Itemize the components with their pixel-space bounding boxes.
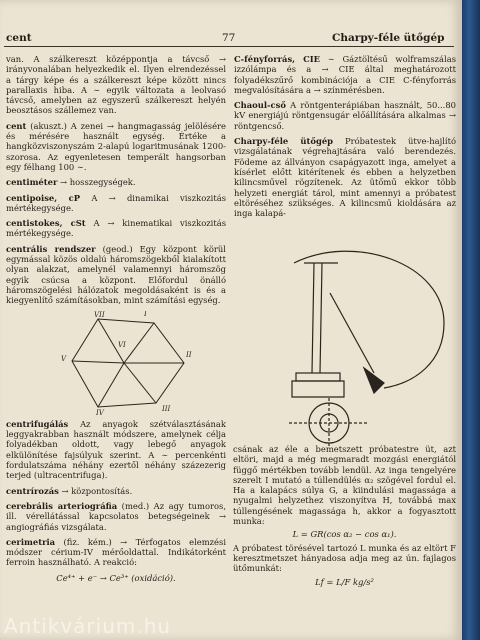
header-rule xyxy=(4,46,454,47)
entry-text: (med.) Az agy tumoros, ill. vérellátással kapcsolatos betegségeinek → angiográfiás vizsgálata. xyxy=(6,500,226,532)
entry-headword: cerimetria xyxy=(6,536,56,547)
dictionary-entry xyxy=(6,244,226,306)
dictionary-entry xyxy=(234,54,456,95)
entry-headword: cent xyxy=(6,120,27,131)
entry-headword: centrifugálás xyxy=(6,418,69,429)
header-left-word: cent xyxy=(6,32,32,44)
entry-headword: cerebrális arteriográfia xyxy=(6,500,118,511)
dictionary-entry xyxy=(6,193,226,214)
dictionary-entry xyxy=(234,100,456,131)
tail-paragraph: csának az éle a bemetszett próbatestre üt, azt eltöri, majd a még megmaradt mozgási energiától függő mértékben tovább lendül. Az inga tengelyére szerelt I mutató a túllendülés α₂ szögével fordul el. Ha a kalapács súlya G, a kiindulási magassága a nyugalmi helyzethez viszonyítva H, továbbá max túllengésének magassága h, akkor a fogyasztott munka: xyxy=(233,444,456,527)
right-column xyxy=(234,54,456,452)
entry-headword: centiméter xyxy=(6,177,58,188)
dictionary-entry xyxy=(6,121,226,172)
left-column xyxy=(6,54,226,586)
diagram-label: III xyxy=(162,404,171,413)
centralis-rendszer-diagram xyxy=(6,311,226,417)
dictionary-entry xyxy=(6,218,226,239)
charpy-continuation xyxy=(233,444,456,590)
book-spine xyxy=(462,0,480,640)
dictionary-entry xyxy=(6,419,226,481)
entry-headword: centipoise, cP xyxy=(6,192,81,203)
work-formula: L = GR(cos α₂ − cos α₁). xyxy=(292,529,397,540)
watermark-logo: Antikvárium.hu xyxy=(4,614,172,638)
entry-text: Próbatestek ütve-hajlító vizsgálatának végrehajtására való berendezés. Födeme az állványon csapágyazott inga, amelyet a kísérlet előtt kitérítenek és ebben a helyzetben kilincsművel rögzítenek. Az ütőmű ekkor több helyzeti energiát tárol, mint amennyi a próbatest eltöréséhez szükséges. A kilincsmű kioldására az inga kalapá- xyxy=(234,136,457,219)
dictionary-entry xyxy=(6,54,226,116)
page-number: 77 xyxy=(222,32,236,44)
entry-text: → központosítás. xyxy=(58,485,133,496)
entry-headword: Chaoul-cső xyxy=(234,100,286,111)
dictionary-entry xyxy=(6,177,226,187)
entry-headword: C-fényforrás, CIE xyxy=(234,54,321,64)
entry-headword: Charpy-féle ütőgép xyxy=(234,136,334,147)
entry-headword: centrírozás xyxy=(6,485,59,496)
entry-text: A röntgenterápiában használt, 50...80 kV energiájú röntgensugár előállítására alkalmas → röntgencső. xyxy=(234,100,456,131)
entry-headword: centrális rendszer xyxy=(6,243,96,254)
header-right-word: Charpy-féle ütőgép xyxy=(332,32,445,44)
entry-text: Az anyagok szétválasztásának leggyakrabban használt módszere, amelynek célja folyadékban oldott, vagy lebegő anyagok elkülönítése fajsúlyuk szerint. A ∼ percenkénti fordulatszáma néhány ezertől néhány százezerig terjed (ultracentrifuga). xyxy=(6,418,226,481)
diagram-label: VII xyxy=(94,310,105,319)
entry-text: (geod.) Egy központ körül egymással közös oldalú háromszögekből kialakított olyan alakzat, amelynél valamennyi háromszög egyik csúcsa a központ. Előfordul önálló háromszögelési hálózatok megoldásaként is és a kiegyenlítő számításokban, mint számítási egység. xyxy=(6,243,226,306)
dictionary-entry xyxy=(234,136,456,218)
reaction-equation: Ce⁴⁺ + e⁻ → Ce³⁺ (oxidáció). xyxy=(56,572,176,583)
entry-text: ∼ Gáztöltésű wolframszálas izzólámpa és a → CIE által meghatározott folyadékszűrő kombinációja a CIE C-fényforrás megvalósítására a → színmérésben. xyxy=(234,54,456,95)
entry-text: (akuszt.) A zenei → hangmagasság jelölésére és mérésére használt egység. Értéke a hangközviszonyszám 2-alapú logaritmusának 1200-szorosa. Az egyenletesen temperált hangsorban egy félhang 100 ∼. xyxy=(6,120,226,172)
diagram-label: I xyxy=(144,310,147,318)
tail-paragraph-2: A próbatest törésével tartozó L munka és az eltört F keresztmetszet hányadosa adja meg az ún. fajlagos ütőmunkát: xyxy=(233,542,456,574)
diagram-label: II xyxy=(186,350,192,359)
diagram-label: V xyxy=(61,354,67,363)
entry-text: → hosszegységek. xyxy=(57,177,136,188)
dictionary-entry xyxy=(6,486,226,496)
specific-work-formula: Lf = L/F kg/s² xyxy=(315,576,374,587)
entry-text: A → kinematikai viszkozitás mértékegysége. xyxy=(6,218,226,239)
dictionary-entry xyxy=(6,537,226,568)
diagram-label: VI xyxy=(118,340,126,349)
entry-text: A → dinamikai viszkozitás mértékegysége. xyxy=(6,192,226,213)
entry-text: van. A szálkereszt középpontja a távcső → irányvonalában helyezkedik el. Ilyen elrendezéssel a tárgy képe és a szálkereszt képe között nincs parallaxis hiba. A ∼ egyik változata a leolvasó távcső, amelyben az egyszerű szálkereszt helyén beosztásos szállemez van. xyxy=(6,54,226,116)
entry-text: (fiz. kém.) → Térfogatos elemzési módszer cérium-IV mérőoldattal. Indikátorként ferroin használható. A reakció: xyxy=(6,536,226,568)
charpy-pendulum-diagram xyxy=(234,223,456,449)
dictionary-entry xyxy=(6,501,226,532)
diagram-label: IV xyxy=(96,408,104,417)
entry-headword: centistokes, cSt xyxy=(6,218,86,229)
